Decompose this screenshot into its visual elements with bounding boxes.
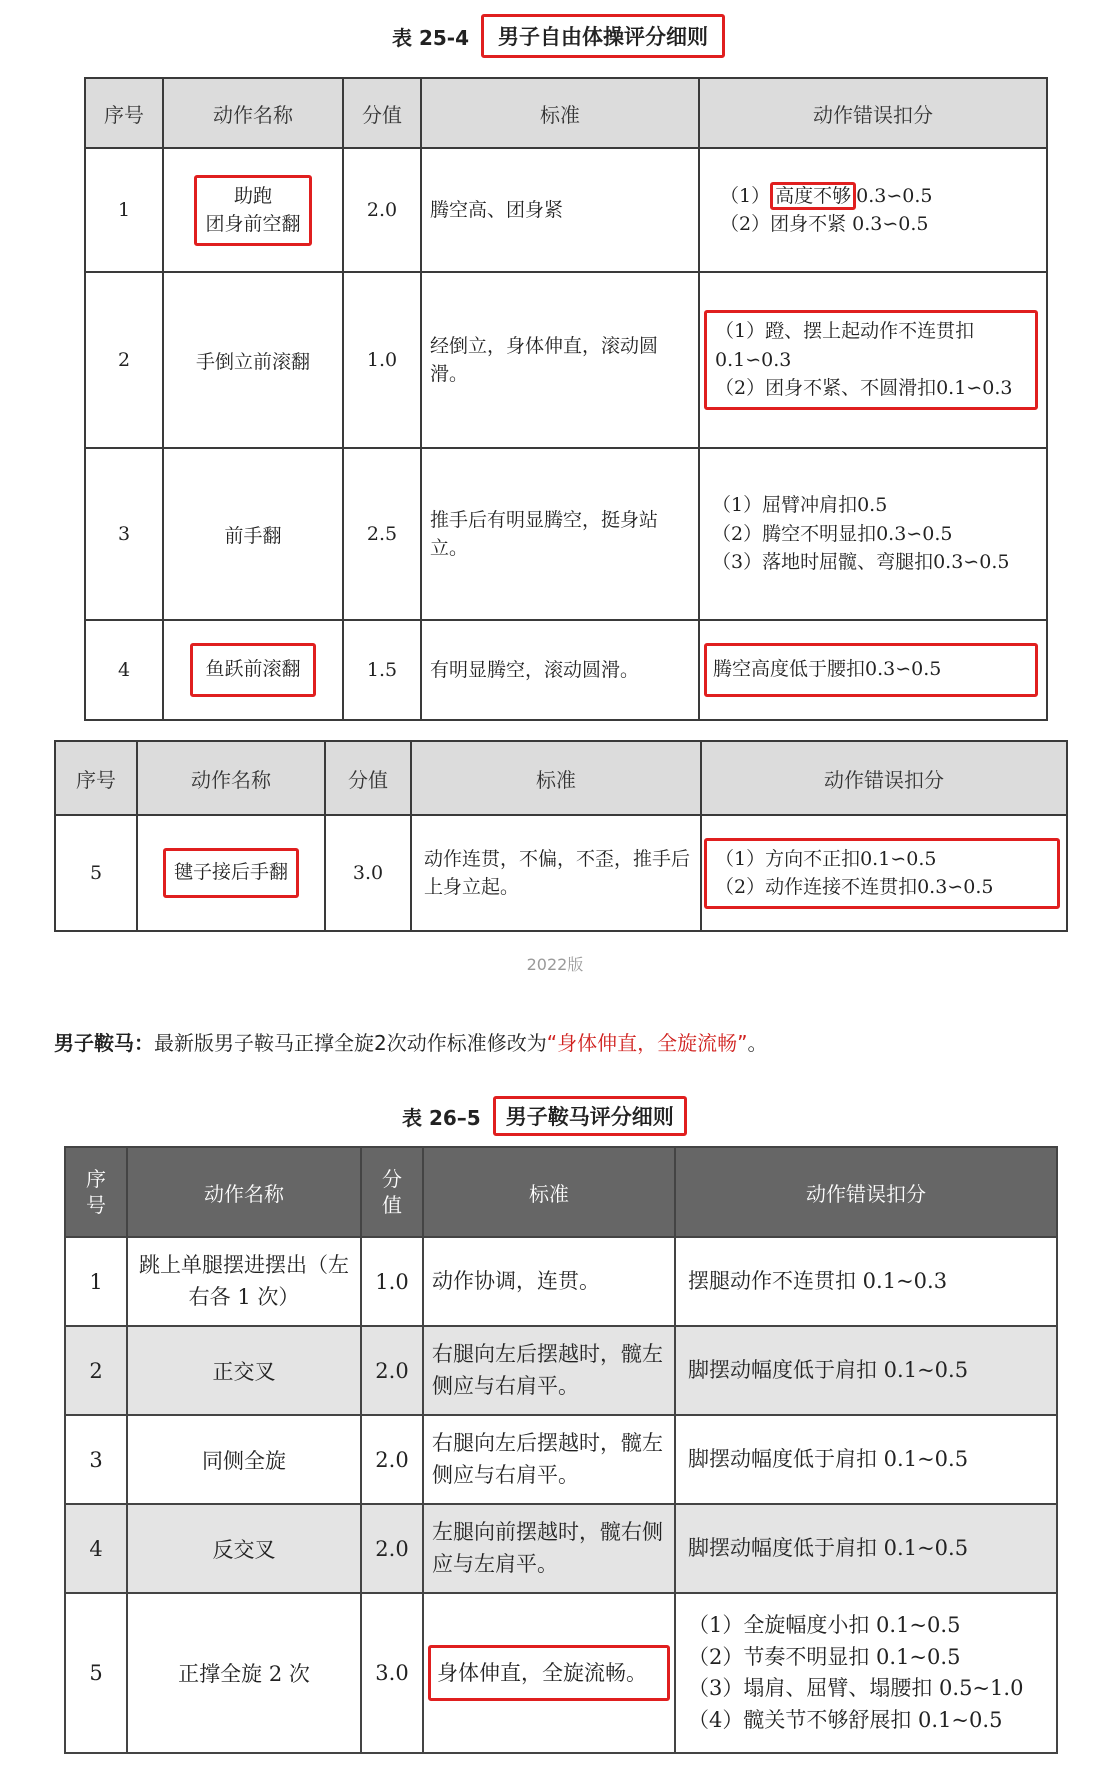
row-deduction: （1）全旋幅度小扣 0.1~0.5 （2）节奏不明显扣 0.1~0.5 （3）塌肩、屈臂、塌腰扣 0.5~1.0 （4）髋关节不够舒展扣 0.1~0.5 [675, 1593, 1057, 1753]
row-name: 正交叉 [127, 1326, 361, 1415]
header-standard: 标准 [423, 1147, 675, 1237]
standard-highlight: 身体伸直，全旋流畅。 [428, 1645, 670, 1701]
table-row [85, 148, 1047, 272]
row-standard: 右腿向左后摆越时，髋左侧应与右肩平。 [423, 1415, 675, 1504]
table-row [65, 1593, 1057, 1753]
header-no: 序号 [85, 78, 163, 148]
row-no: 4 [65, 1504, 127, 1593]
row-no: 2 [65, 1326, 127, 1415]
row-name: 正撑全旋 2 次 [127, 1593, 361, 1753]
row-standard: 推手后有明显腾空，挺身站立。 [421, 448, 699, 620]
header-no: 序号 [65, 1147, 127, 1237]
row-standard: 动作协调，连贯。 [423, 1237, 675, 1326]
row-deduction: 脚摆动幅度低于肩扣 0.1~0.5 [675, 1415, 1057, 1504]
table-pommel-horse [64, 1146, 1058, 1754]
row-name-highlight: 毽子接后手翻 [163, 848, 299, 898]
row-name: 前手翻 [163, 448, 343, 620]
table-row [85, 272, 1047, 448]
row-standard: 经倒立，身体伸直，滚动圆滑。 [421, 272, 699, 448]
row-no: 1 [65, 1237, 127, 1326]
row-deduction [699, 272, 1047, 448]
row-no: 3 [65, 1415, 127, 1504]
table-row [65, 1504, 1057, 1593]
row-deduction: （1） 高度不够 0.3∽0.5 （2）团身不紧 0.3∽0.5 [699, 148, 1047, 272]
paragraph-highlight: “身体伸直，全旋流畅” [546, 1031, 748, 1055]
header-score: 分值 [325, 741, 411, 815]
header-deduction: 动作错误扣分 [701, 741, 1067, 815]
table-header-row [85, 78, 1047, 148]
table1-caption [392, 12, 725, 60]
table-row [65, 1326, 1057, 1415]
row-score: 1.5 [343, 620, 421, 720]
header-no: 序号 [55, 741, 137, 815]
table3-caption [402, 1096, 687, 1136]
header-score: 分值 [361, 1147, 423, 1237]
row-score: 2.0 [361, 1415, 423, 1504]
row-deduction: 摆腿动作不连贯扣 0.1~0.3 [675, 1237, 1057, 1326]
table-header-row [55, 741, 1067, 815]
row-score: 2.0 [361, 1326, 423, 1415]
row-score: 2.0 [361, 1504, 423, 1593]
row-name: 同侧全旋 [127, 1415, 361, 1504]
highlight-height: 高度不够 [770, 182, 856, 210]
row-name [163, 620, 343, 720]
row-standard: 有明显腾空，滚动圆滑。 [421, 620, 699, 720]
row-name: 手倒立前滚翻 [163, 272, 343, 448]
paragraph-text: 最新版男子鞍马正撑全旋2次动作标准修改为 [154, 1031, 547, 1055]
row-deduction [701, 815, 1067, 931]
table-floor-exercise-continued [54, 740, 1068, 932]
row-score: 2.5 [343, 448, 421, 620]
pommel-horse-note [54, 1027, 1064, 1056]
row-score: 2.0 [343, 148, 421, 272]
table-header-row [65, 1147, 1057, 1237]
row-name [163, 148, 343, 272]
table1-caption-number: 表 25-4 [392, 25, 470, 50]
table-row [85, 620, 1047, 720]
deduction-highlight: （1）蹬、摆上起动作不连贯扣0.1∽0.3 （2）团身不紧、不圆滑扣0.1∽0.3 [704, 310, 1038, 410]
table-row [65, 1415, 1057, 1504]
table-floor-exercise [84, 77, 1048, 721]
row-standard: 动作连贯，不偏，不歪，推手后上身立起。 [411, 815, 701, 931]
row-name [137, 815, 325, 931]
paragraph-bold-label: 男子鞍马： [54, 1031, 154, 1055]
row-no: 4 [85, 620, 163, 720]
row-name-highlight: 鱼跃前滚翻 [190, 643, 315, 697]
row-no: 3 [85, 448, 163, 620]
header-score: 分值 [343, 78, 421, 148]
table-row [85, 448, 1047, 620]
paragraph-end: 。 [747, 1031, 768, 1055]
row-name: 反交叉 [127, 1504, 361, 1593]
row-no: 5 [65, 1593, 127, 1753]
header-name: 动作名称 [127, 1147, 361, 1237]
table-row [55, 815, 1067, 931]
version-note: 2022版 [526, 955, 584, 974]
row-no: 2 [85, 272, 163, 448]
row-deduction [699, 620, 1047, 720]
row-score: 1.0 [361, 1237, 423, 1326]
header-deduction: 动作错误扣分 [675, 1147, 1057, 1237]
header-name: 动作名称 [163, 78, 343, 148]
row-deduction: 脚摆动幅度低于肩扣 0.1~0.5 [675, 1326, 1057, 1415]
deduction-highlight: （1）方向不正扣0.1∽0.5 （2）动作连接不连贯扣0.3∽0.5 [704, 838, 1060, 909]
row-standard: 腾空高、团身紧 [421, 148, 699, 272]
header-deduction: 动作错误扣分 [699, 78, 1047, 148]
header-name: 动作名称 [137, 741, 325, 815]
row-standard [423, 1593, 675, 1753]
row-no: 1 [85, 148, 163, 272]
table1-caption-title: 男子自由体操评分细则 [481, 14, 725, 58]
table3-caption-title: 男子鞍马评分细则 [493, 1096, 687, 1136]
row-score: 1.0 [343, 272, 421, 448]
row-score: 3.0 [361, 1593, 423, 1753]
deduction-highlight: 腾空高度低于腰扣0.3∽0.5 [704, 643, 1038, 697]
table3-caption-number: 表 26–5 [402, 1105, 481, 1130]
header-standard: 标准 [421, 78, 699, 148]
row-deduction: （1）屈臂冲肩扣0.5 （2）腾空不明显扣0.3∽0.5 （3）落地时屈髋、弯腿扣0.3∽0.5 [699, 448, 1047, 620]
row-name: 跳上单腿摆进摆出（左右各 1 次） [127, 1237, 361, 1326]
row-standard: 右腿向左后摆越时，髋左侧应与右肩平。 [423, 1326, 675, 1415]
row-deduction: 脚摆动幅度低于肩扣 0.1~0.5 [675, 1504, 1057, 1593]
row-score: 3.0 [325, 815, 411, 931]
table-row [65, 1237, 1057, 1326]
header-standard: 标准 [411, 741, 701, 815]
row-no: 5 [55, 815, 137, 931]
row-name-highlight: 助跑 团身前空翻 [194, 175, 311, 246]
row-standard: 左腿向前摆越时，髋右侧应与左肩平。 [423, 1504, 675, 1593]
